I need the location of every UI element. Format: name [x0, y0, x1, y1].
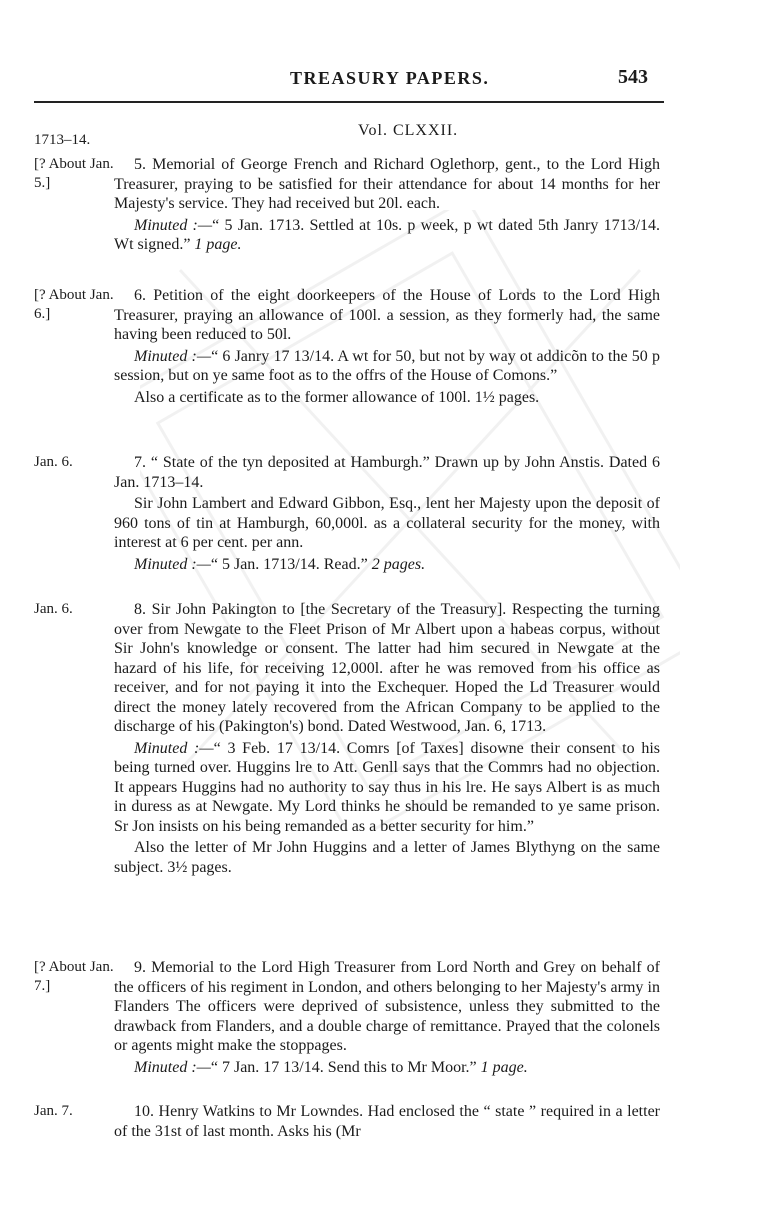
entry-date: Jan. 6. [34, 454, 73, 470]
entry-text: 8. Sir John Pakington to [the Secretary of the Treasury]. Respecting the turning over from Newgate to the Fleet Prison of Mr Albert upon a habeas corpus, without Sir John's knowledge or consent. The latter had him secured in Newgate at the hazard of his life, for receiving 12,000l. after he was removed from his office as receiver, and for not paying it into the Exchequer. Hoped the Ld Treasurer would direct the money lately recovered from the African Company to be applied to the discharge of his (Pakington's) bond. Dated Westwood, Jan. 6, 1713. [114, 601, 660, 735]
entry-minute [114, 1058, 660, 1078]
entry-note: Also a certificate as to the former allowance of 100l. 1½ pages. [134, 388, 540, 406]
entry-body [114, 600, 660, 877]
entry-note: Also the letter of Mr John Huggins and a letter of James Blythyng on the same subject. 3½ pages. [114, 839, 660, 876]
running-header [0, 62, 770, 102]
entry-minute [114, 739, 660, 837]
minute-text: “ 6 Janry 17 13/14. A wt for 50, but not by way ot addicõn to the 50 p session, but on ye same foot as to the offrs of the House of Comons.” [114, 347, 661, 384]
running-title: TREASURY PAPERS. [290, 68, 490, 88]
minute-label: Minuted :— [134, 1058, 211, 1076]
volume-heading: Vol. CLXXII. [358, 122, 459, 139]
entry-date: Jan. 7. [34, 1103, 73, 1119]
minute-text: “ 5 Jan. 1713/14. Read.” [210, 555, 368, 573]
page-count: 2 pages. [371, 555, 426, 573]
entry-text: 5. Memorial of George French and Richard Oglethorp, gent., to the Lord High Treasurer, praying to be satisfied for their attendance for about 14 months for her Majesty's service. They had received but 20l. each. [114, 156, 660, 212]
entry-text: 9. Memorial to the Lord High Treasurer from Lord North and Grey on behalf of the officers of his regiment in London, and others belonging to her Majesty's army in Flanders The officers were deprived of subsistence, unless they submitted to the drawback from Flanders, and a double charge of remittance. Prayed that the colonels or agents might make the stoppages. [114, 959, 660, 1054]
entry-date: [? About Jan. 5.] [34, 156, 114, 191]
minute-label: Minuted :— [134, 216, 213, 234]
minute-text: “ 3 Feb. 17 13/14. Comrs [of Taxes] disowne their consent to his being turned over. Huggins lre to Att. Genll says that the Commrs had no objection. It appears Huggins had no authority to say thus in his lre. He says Albert is as much in duress as at Newgate. My Lord thinks he should be remanded to ye same prison. Sr Jon insists on his being remanded as a better security for him.” [114, 739, 661, 835]
entry-body [114, 286, 660, 407]
minute-label: Minuted :— [134, 739, 214, 757]
entry-text: 10. Henry Watkins to Mr Lowndes. Had enclosed the “ state ” required in a letter of the 31st of last month. Asks his (Mr [114, 1103, 660, 1140]
page-number: 543 [618, 66, 648, 88]
minute-text: “ 7 Jan. 17 13/14. Send this to Mr Moor.” [210, 1058, 477, 1076]
entry-date: [? About Jan. 6.] [34, 287, 114, 322]
entry-body [114, 958, 660, 1077]
minute-label: Minuted :— [134, 347, 212, 365]
minute-label: Minuted :— [134, 555, 211, 573]
entry-body [114, 155, 660, 255]
page-count: 1 page. [480, 1058, 528, 1076]
minute-text: “ 5 Jan. 1713. Settled at 10s. p week, p wt dated 5th Janry 1713/14. Wt signed.” [114, 216, 661, 253]
entry-body [114, 1102, 660, 1141]
header-rule [34, 101, 664, 103]
entry-body [114, 453, 660, 574]
entry-date: Jan. 6. [34, 601, 73, 617]
entry-text: 7. “ State of the tyn deposited at Hamburgh.” Drawn up by John Anstis. Dated 6 Jan. 1713–14. [114, 454, 660, 491]
entry-date: [? About Jan. 7.] [34, 959, 114, 994]
entry-text: 6. Petition of the eight doorkeepers of the House of Lords to the Lord High Treasurer, praying an allowance of 100l. a session, as they formerly had, the same having been reduced to 50l. [114, 287, 660, 343]
entry-minute [114, 555, 660, 575]
page-count: 1 page. [194, 236, 242, 253]
entry-text-continued: Sir John Lambert and Edward Gibbon, Esq., lent her Majesty upon the deposit of 960 tons of tin at Hamburgh, 60,000l. as a collateral security for the money, with interest at 6 per cent. per ann. [114, 495, 660, 551]
year-marker: 1713–14. [34, 132, 91, 148]
entry-minute [114, 216, 660, 255]
entry-minute [114, 347, 660, 386]
